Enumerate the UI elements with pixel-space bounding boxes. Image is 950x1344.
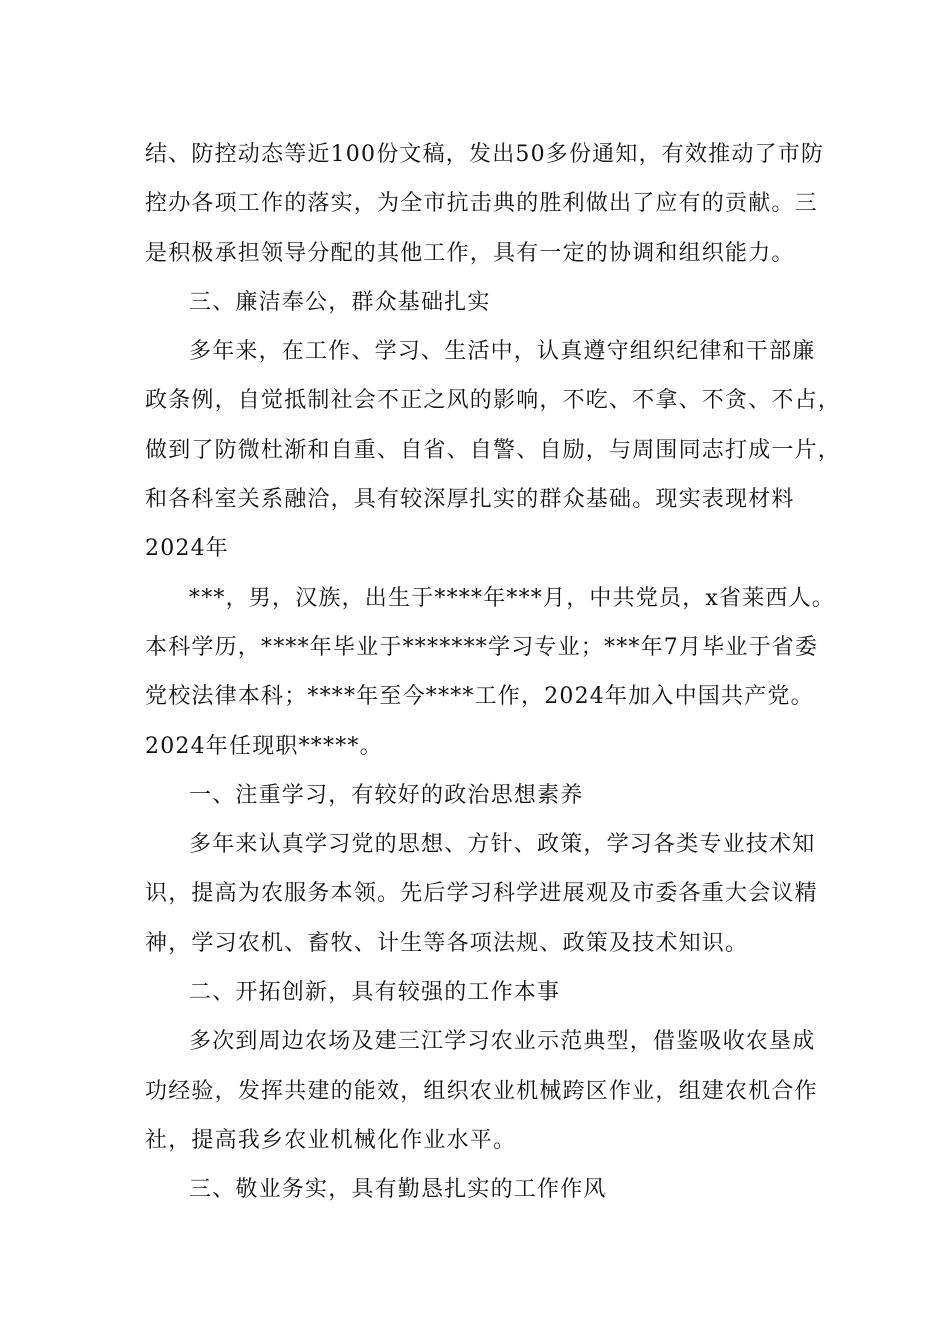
text-line: 做到了防微杜渐和自重、自省、自警、自励，与周围同志打成一片，	[145, 437, 842, 463]
paragraph-start-line: 多年来认真学习党的思想、方针、政策，学习各类专业技术知	[189, 832, 816, 858]
text-line: 功经验，发挥共建的能效，组织农业机械跨区作业，组建农机合作	[145, 1078, 818, 1104]
text-line: 党校法律本科；****年至今****工作，2024年加入中国共产党。	[145, 684, 814, 710]
text-line: 社，提高我乡农业机械化作业水平。	[145, 1127, 517, 1153]
section-heading: 二、开拓创新，具有较强的工作本事	[189, 980, 561, 1006]
section-heading: 三、廉洁奉公，群众基础扎实	[189, 289, 491, 315]
paragraph-start-line: ***，男，汉族，出生于****年***月，中共党员，x省莱西人。	[189, 585, 836, 611]
text-line: 控办各项工作的落实，为全市抗击典的胜利做出了应有的贡献。三	[145, 191, 818, 217]
paragraph-start-line: 多年来，在工作、学习、生活中，认真遵守组织纪律和干部廉	[189, 339, 816, 365]
document-body	[145, 130, 842, 1215]
text-line: 结、防控动态等近100份文稿，发出50多份通知，有效推动了市防	[145, 142, 825, 167]
text-line: 政条例，自觉抵制社会不正之风的影响，不吃、不拿、不贪、不占，	[145, 388, 842, 414]
section-heading: 三、敬业务实，具有勤恳扎实的工作作风	[189, 1177, 607, 1203]
text-line: 2024年	[145, 536, 229, 562]
text-line: 和各科室关系融洽，具有较深厚扎实的群众基础。现实表现材料	[145, 487, 795, 513]
text-line: 神，学习农机、畜牧、计生等各项法规、政策及技术知识。	[145, 930, 749, 956]
section-heading: 一、注重学习，有较好的政治思想素养	[189, 782, 584, 808]
text-line: 本科学历，****年毕业于*******学习专业；***年7月毕业于省委	[145, 634, 819, 660]
text-line: 是积极承担领导分配的其他工作，具有一定的协调和组织能力。	[145, 240, 795, 266]
paragraph-start-line: 多次到周边农场及建三江学习农业示范典型，借鉴吸收农垦成	[189, 1029, 816, 1055]
text-line: 2024年任现职*****。	[145, 733, 383, 759]
text-line: 识，提高为农服务本领。先后学习科学进展观及市委各重大会议精	[145, 881, 818, 907]
